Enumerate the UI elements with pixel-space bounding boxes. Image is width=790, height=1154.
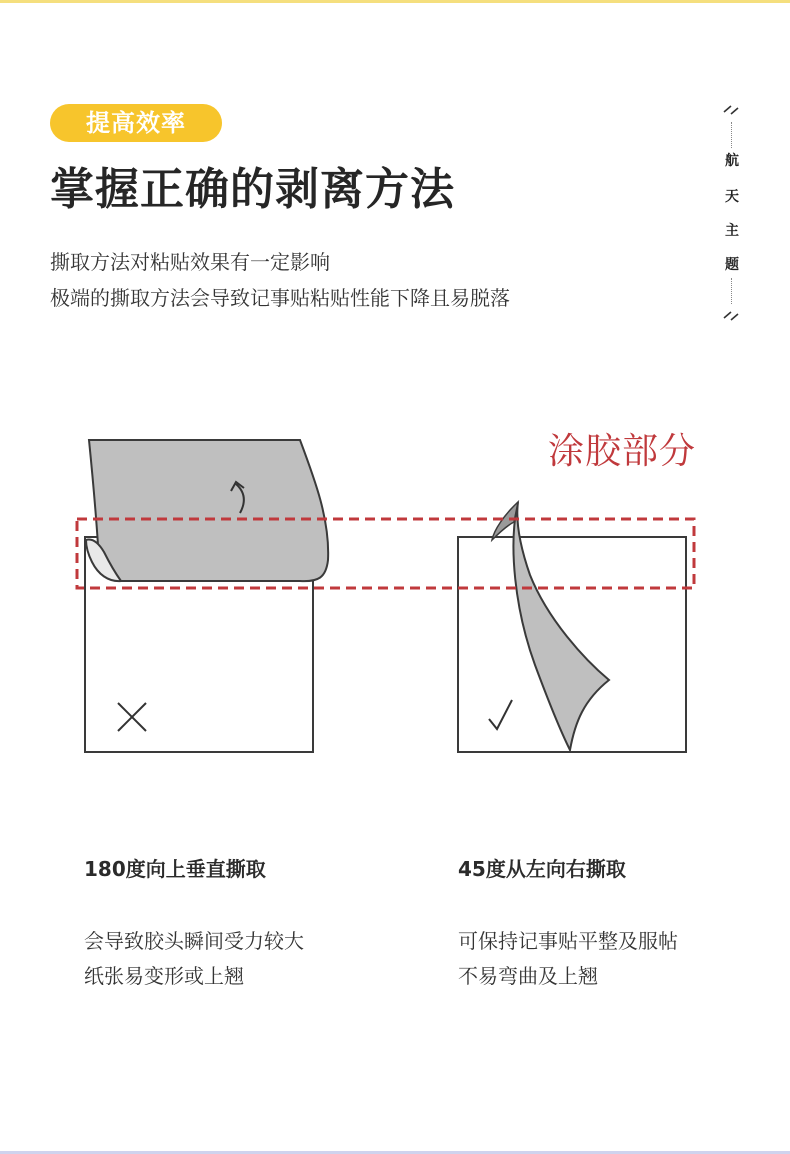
side-char-4: 题	[725, 257, 739, 273]
page-title: 掌握正确的剥离方法	[50, 164, 455, 215]
left-peeled-paper	[89, 440, 328, 581]
subtitle-line-1: 撕取方法对粘贴效果有一定影响	[50, 250, 330, 274]
side-char-3: 主	[725, 223, 739, 239]
side-char-2: 天	[725, 189, 739, 205]
subtitle-line-2: 极端的撕取方法会导致记事贴粘贴性能下降且易脱落	[50, 286, 510, 310]
side-char-1: 航	[725, 153, 739, 169]
left-desc-line-1: 会导致胶头瞬间受力较大	[84, 929, 304, 953]
right-desc-line-2: 不易弯曲及上翘	[458, 964, 598, 988]
left-method-title: 180度向上垂直撕取	[84, 857, 266, 881]
section-tag: 提高效率	[50, 104, 222, 142]
left-desc-line-2: 纸张易变形或上翘	[84, 964, 244, 988]
right-desc-line-1: 可保持记事贴平整及服帖	[458, 929, 678, 953]
glue-area-label: 涂胶部分	[548, 431, 697, 472]
right-method-title: 45度从左向右撕取	[458, 857, 626, 881]
